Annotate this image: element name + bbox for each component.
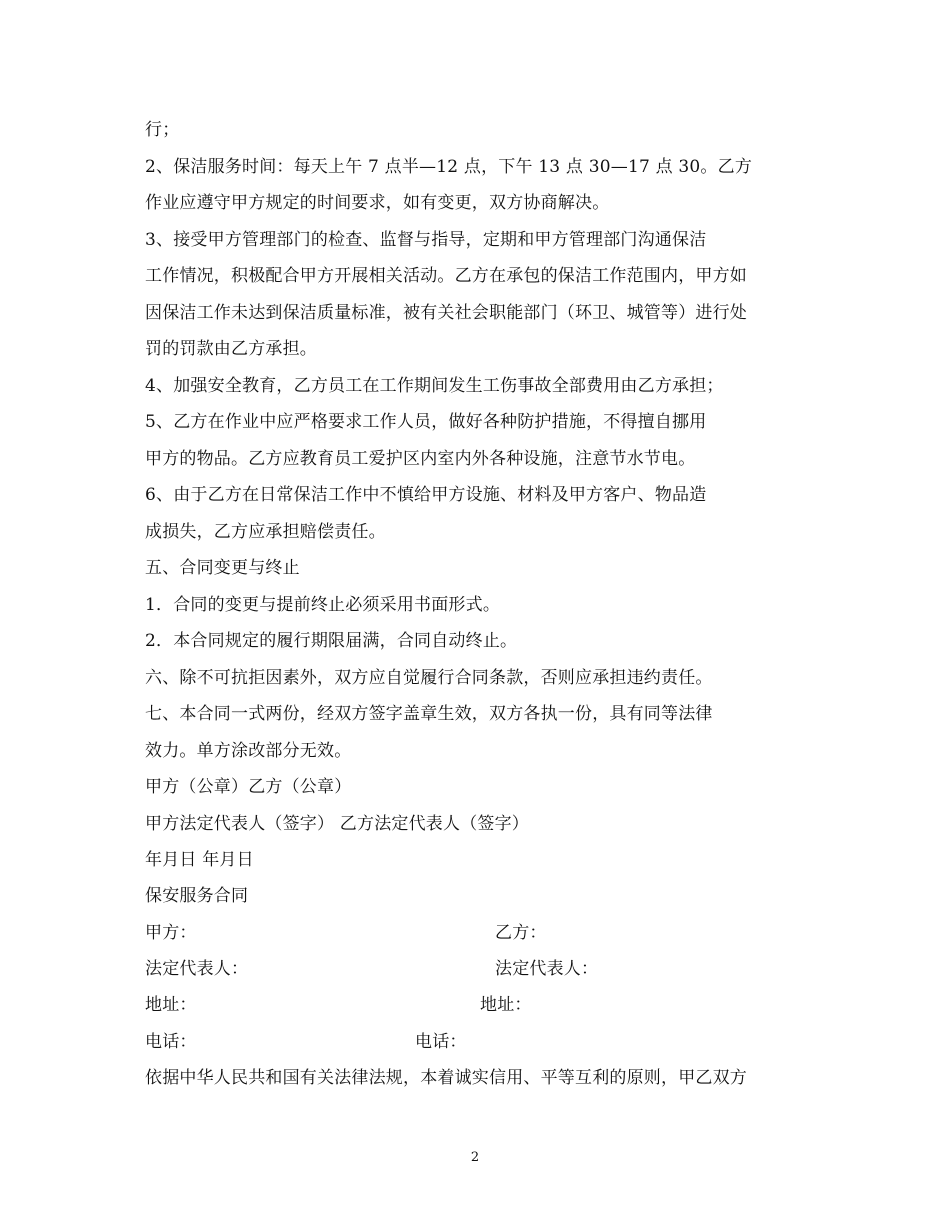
seal-line: 甲方（公章）乙方（公章）: [145, 777, 352, 797]
text-line: 七、本合同一式两份，经双方签字盖章生效，双方各执一份，具有同等法律: [145, 704, 713, 724]
rep-a-label: 法定代表人：: [145, 959, 249, 979]
section-heading: 五、合同变更与终止: [145, 558, 300, 578]
text-line: 2．本合同规定的履行期限届满，合同自动终止。: [145, 631, 518, 651]
phone-b-label: 电话：: [415, 1032, 467, 1052]
rep-b-label: 法定代表人：: [495, 959, 599, 979]
text-line: 成损失，乙方应承担赔偿责任。: [145, 522, 386, 542]
text-line: 3、接受甲方管理部门的检查、监督与指导，定期和甲方管理部门沟通保洁: [145, 230, 707, 250]
text-line: 4、加强安全教育，乙方员工在工作期间发生工伤事故全部费用由乙方承担；: [145, 376, 724, 396]
party-a-label: 甲方：: [145, 923, 197, 943]
text-line: 作业应遵守甲方规定的时间要求，如有变更，双方协商解决。: [145, 193, 610, 213]
date-line: 年月日 年月日: [145, 850, 254, 870]
address-b-label: 地址：: [480, 995, 532, 1015]
signature-line: 甲方法定代表人（签字） 乙方法定代表人（签字）: [145, 814, 530, 834]
text-line: 依据中华人民共和国有关法律法规，本着诚实信用、平等互利的原则，甲乙双方: [145, 1068, 747, 1088]
document-title: 保安服务合同: [145, 886, 249, 906]
party-b-label: 乙方：: [495, 923, 547, 943]
text-line: 5、乙方在作业中应严格要求工作人员，做好各种防护措施，不得擅自挪用: [145, 412, 707, 432]
text-line: 6、由于乙方在日常保洁工作中不慎给甲方设施、材料及甲方客户、物品造: [145, 485, 707, 505]
text-line: 行；: [145, 120, 180, 140]
text-line: 效力。单方涂改部分无效。: [145, 741, 352, 761]
address-a-label: 地址：: [145, 995, 197, 1015]
text-line: 2、保洁服务时间：每天上午 7 点半—12 点，下午 13 点 30—17 点 30。乙方: [145, 157, 753, 177]
text-line: 罚的罚款由乙方承担。: [145, 339, 317, 359]
text-line: 因保洁工作未达到保洁质量标准，被有关社会职能部门（环卫、城管等）进行处: [145, 303, 747, 323]
text-line: 甲方的物品。乙方应教育员工爱护区内室内外各种设施，注意节水节电。: [145, 449, 696, 469]
text-line: 1．合同的变更与提前终止必须采用书面形式。: [145, 595, 501, 615]
phone-a-label: 电话：: [145, 1032, 197, 1052]
page-number: 2: [470, 1150, 480, 1165]
text-line: 工作情况，积极配合甲方开展相关活动。乙方在承包的保洁工作范围内，甲方如: [145, 266, 747, 286]
text-line: 六、除不可抗拒因素外，双方应自觉履行合同条款，否则应承担违约责任。: [145, 668, 713, 688]
